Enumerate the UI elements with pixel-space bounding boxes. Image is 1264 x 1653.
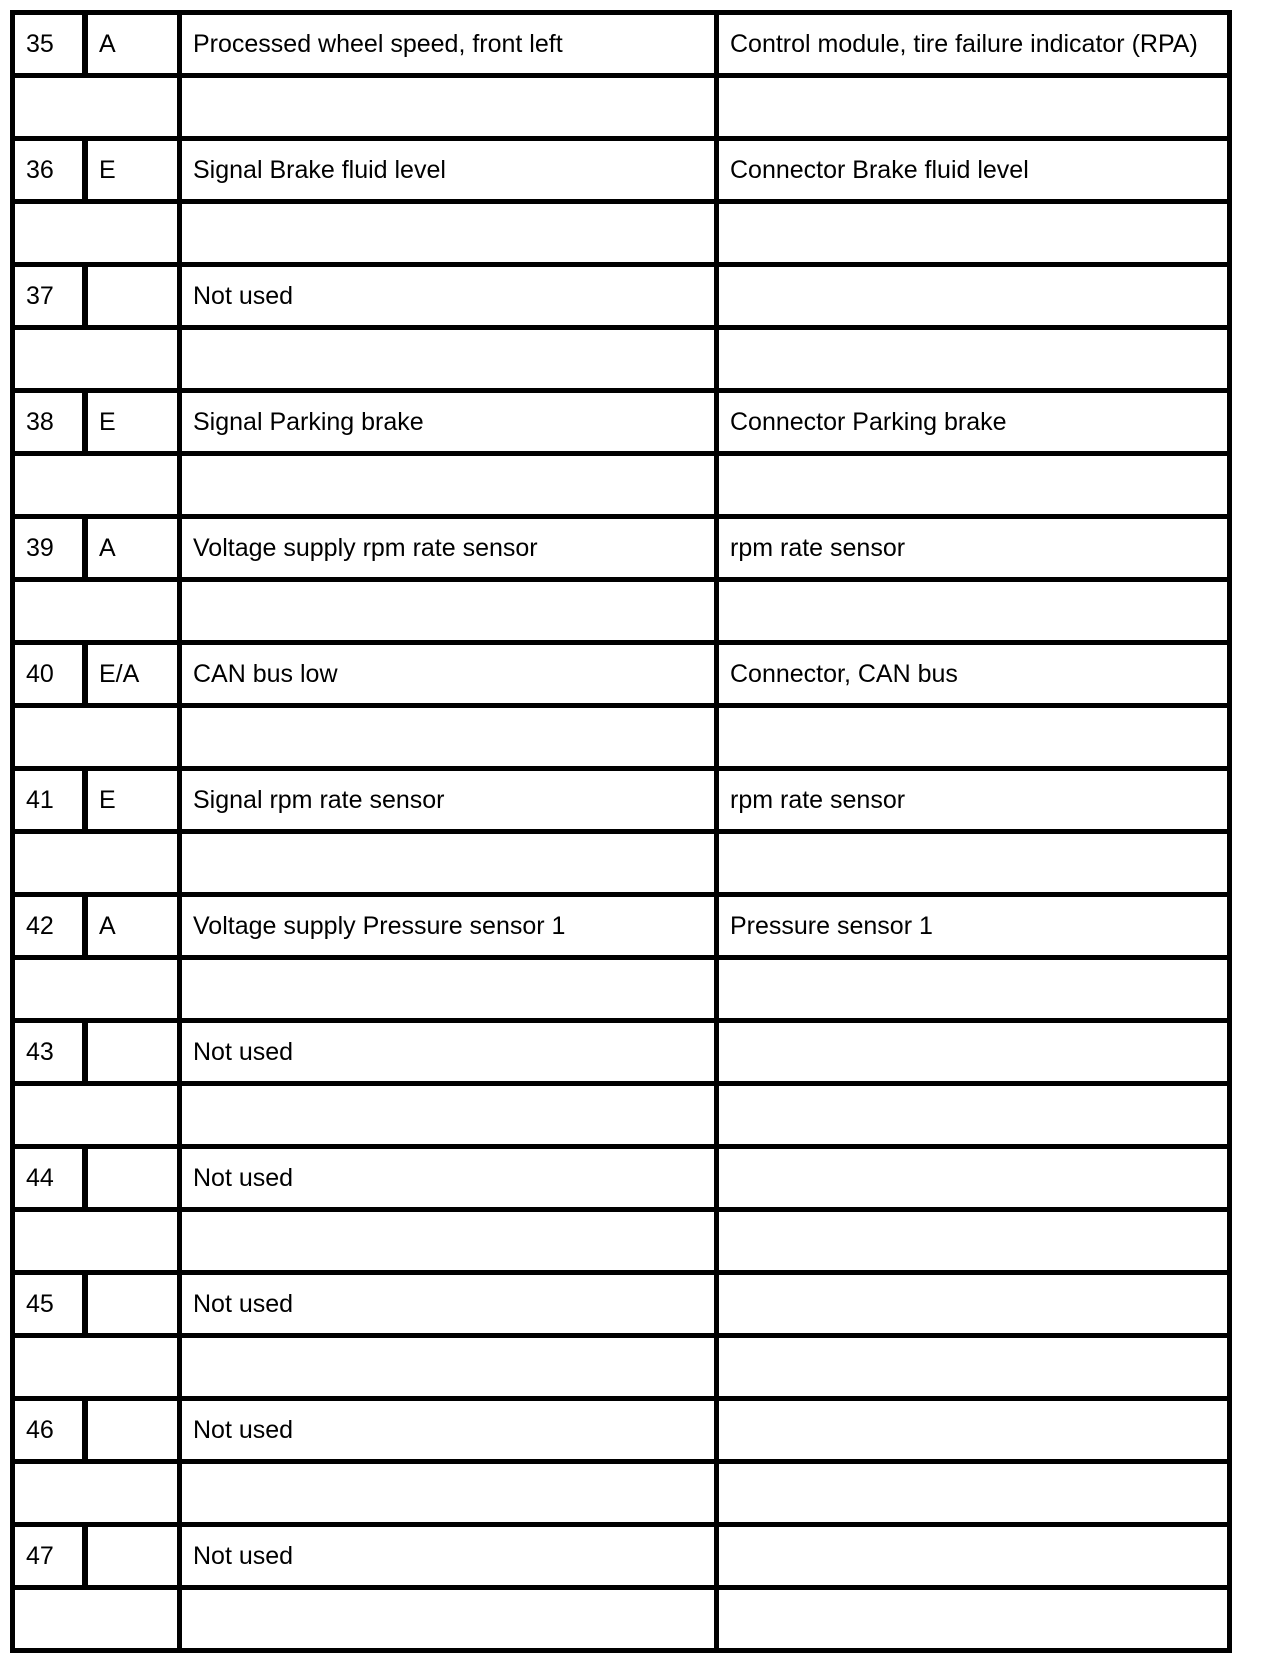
- spacer-cell: [717, 580, 1230, 643]
- component-cell: [717, 1399, 1230, 1462]
- pin-number-cell: 38: [13, 391, 86, 454]
- table-row: [13, 1021, 1230, 1084]
- component-cell: Connector, CAN bus: [717, 643, 1230, 706]
- signal-type-cell: E: [85, 391, 180, 454]
- spacer-cell: [13, 454, 180, 517]
- spacer-cell: [180, 832, 717, 895]
- spacer-cell: [717, 1084, 1230, 1147]
- description-cell: Signal Brake fluid level: [180, 139, 717, 202]
- table-row: [13, 1147, 1230, 1210]
- component-cell: Connector Brake fluid level: [717, 139, 1230, 202]
- description-cell: Not used: [180, 1021, 717, 1084]
- signal-type-cell: [85, 1147, 180, 1210]
- table-row: [13, 643, 1230, 706]
- pin-number-cell: 47: [13, 1525, 86, 1588]
- spacer-cell: [717, 202, 1230, 265]
- description-cell: Not used: [180, 1273, 717, 1336]
- spacer-cell: [717, 76, 1230, 139]
- spacer-cell: [717, 706, 1230, 769]
- spacer-cell: [180, 706, 717, 769]
- spacer-cell: [717, 832, 1230, 895]
- table-row: [13, 265, 1230, 328]
- signal-type-cell: [85, 1399, 180, 1462]
- table-spacer-row: [13, 76, 1230, 139]
- signal-type-cell: [85, 1021, 180, 1084]
- spacer-cell: [180, 1462, 717, 1525]
- table-spacer-row: [13, 328, 1230, 391]
- spacer-cell: [717, 1588, 1230, 1651]
- signal-type-cell: [85, 1525, 180, 1588]
- table-row: [13, 13, 1230, 76]
- signal-type-cell: A: [85, 517, 180, 580]
- spacer-cell: [13, 1084, 180, 1147]
- spacer-cell: [717, 1336, 1230, 1399]
- component-cell: [717, 1525, 1230, 1588]
- table-spacer-row: [13, 1462, 1230, 1525]
- table-spacer-row: [13, 706, 1230, 769]
- pin-number-cell: 40: [13, 643, 86, 706]
- spacer-cell: [13, 1336, 180, 1399]
- component-cell: [717, 1021, 1230, 1084]
- description-cell: Not used: [180, 265, 717, 328]
- spacer-cell: [180, 580, 717, 643]
- table-spacer-row: [13, 958, 1230, 1021]
- spacer-cell: [13, 328, 180, 391]
- pin-number-cell: 35: [13, 13, 86, 76]
- description-cell: Voltage supply rpm rate sensor: [180, 517, 717, 580]
- spacer-cell: [13, 958, 180, 1021]
- pin-number-cell: 41: [13, 769, 86, 832]
- component-cell: [717, 1147, 1230, 1210]
- component-cell: Control module, tire failure indicator (RPA): [717, 13, 1230, 76]
- table-row: [13, 1399, 1230, 1462]
- table-spacer-row: [13, 1084, 1230, 1147]
- component-cell: [717, 1273, 1230, 1336]
- signal-type-cell: E: [85, 139, 180, 202]
- component-cell: Connector Parking brake: [717, 391, 1230, 454]
- spacer-cell: [13, 202, 180, 265]
- spacer-cell: [13, 1462, 180, 1525]
- pin-number-cell: 46: [13, 1399, 86, 1462]
- spacer-cell: [13, 706, 180, 769]
- table-spacer-row: [13, 1210, 1230, 1273]
- signal-type-cell: [85, 1273, 180, 1336]
- table-row: [13, 1273, 1230, 1336]
- table-spacer-row: [13, 454, 1230, 517]
- table-spacer-row: [13, 202, 1230, 265]
- description-cell: Not used: [180, 1399, 717, 1462]
- component-cell: [717, 265, 1230, 328]
- spacer-cell: [180, 1336, 717, 1399]
- spacer-cell: [717, 1462, 1230, 1525]
- signal-type-cell: A: [85, 13, 180, 76]
- pin-table-body: [13, 13, 1230, 1651]
- table-spacer-row: [13, 580, 1230, 643]
- description-cell: Not used: [180, 1147, 717, 1210]
- spacer-cell: [180, 328, 717, 391]
- pin-assignment-table: [10, 10, 1232, 1653]
- spacer-cell: [180, 76, 717, 139]
- table-row: [13, 391, 1230, 454]
- component-cell: rpm rate sensor: [717, 517, 1230, 580]
- description-cell: Processed wheel speed, front left: [180, 13, 717, 76]
- pin-number-cell: 39: [13, 517, 86, 580]
- pin-number-cell: 36: [13, 139, 86, 202]
- spacer-cell: [13, 832, 180, 895]
- spacer-cell: [13, 76, 180, 139]
- component-cell: Pressure sensor 1: [717, 895, 1230, 958]
- signal-type-cell: E: [85, 769, 180, 832]
- spacer-cell: [717, 958, 1230, 1021]
- component-cell: rpm rate sensor: [717, 769, 1230, 832]
- table-spacer-row: [13, 832, 1230, 895]
- pin-number-cell: 42: [13, 895, 86, 958]
- table-spacer-row: [13, 1336, 1230, 1399]
- spacer-cell: [13, 1210, 180, 1273]
- spacer-cell: [717, 454, 1230, 517]
- spacer-cell: [180, 1084, 717, 1147]
- spacer-cell: [13, 580, 180, 643]
- description-cell: Not used: [180, 1525, 717, 1588]
- table-row: [13, 1525, 1230, 1588]
- spacer-cell: [180, 454, 717, 517]
- pin-number-cell: 45: [13, 1273, 86, 1336]
- spacer-cell: [180, 958, 717, 1021]
- table-row: [13, 139, 1230, 202]
- signal-type-cell: A: [85, 895, 180, 958]
- signal-type-cell: [85, 265, 180, 328]
- table-row: [13, 895, 1230, 958]
- spacer-cell: [717, 1210, 1230, 1273]
- table-row: [13, 769, 1230, 832]
- description-cell: Voltage supply Pressure sensor 1: [180, 895, 717, 958]
- description-cell: Signal rpm rate sensor: [180, 769, 717, 832]
- spacer-cell: [717, 328, 1230, 391]
- spacer-cell: [180, 1210, 717, 1273]
- pin-number-cell: 44: [13, 1147, 86, 1210]
- description-cell: Signal Parking brake: [180, 391, 717, 454]
- pin-number-cell: 37: [13, 265, 86, 328]
- spacer-cell: [180, 1588, 717, 1651]
- table-spacer-row: [13, 1588, 1230, 1651]
- signal-type-cell: E/A: [85, 643, 180, 706]
- spacer-cell: [180, 202, 717, 265]
- pin-number-cell: 43: [13, 1021, 86, 1084]
- table-row: [13, 517, 1230, 580]
- description-cell: CAN bus low: [180, 643, 717, 706]
- spacer-cell: [13, 1588, 180, 1651]
